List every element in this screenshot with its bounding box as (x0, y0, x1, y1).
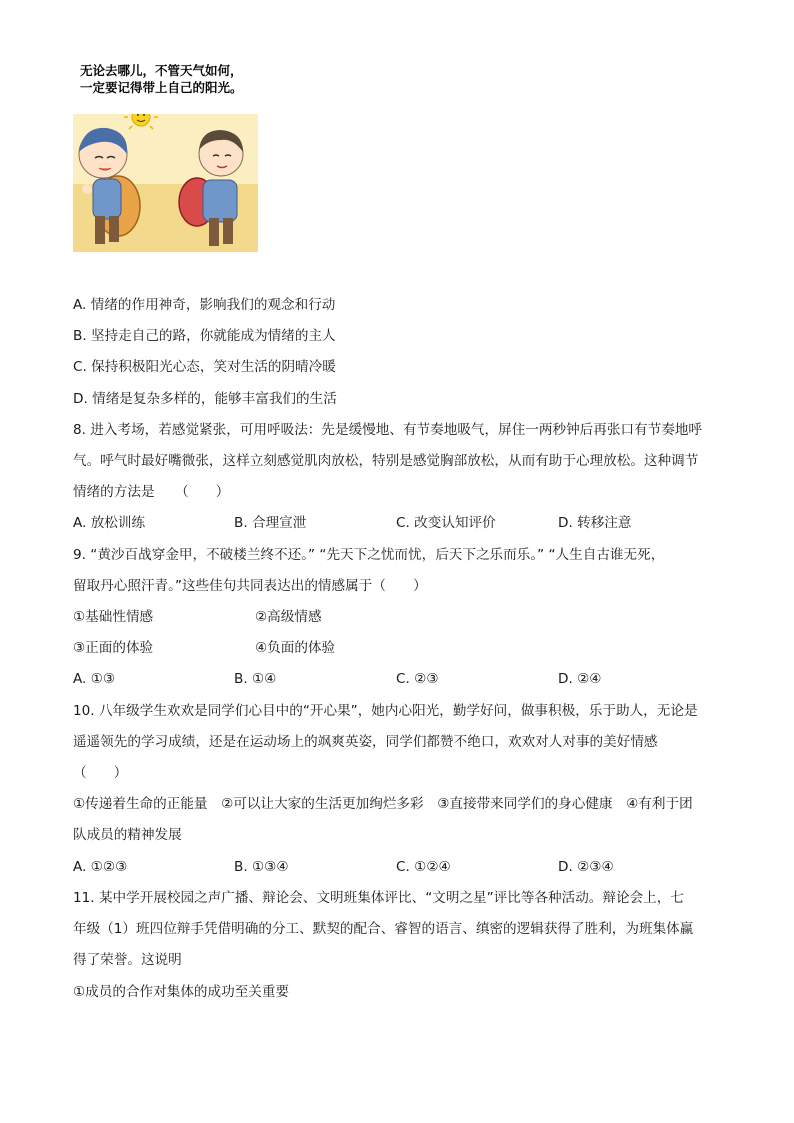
q10-stem-line-3: （ ） (73, 765, 128, 781)
cartoon-illustration (70, 62, 270, 252)
q8-option-a: A. 放松训练 (73, 515, 146, 531)
cartoon-scene (73, 114, 258, 252)
q9-item-2: ②高级情感 (255, 609, 322, 625)
q9-item-1: ①基础性情感 (73, 609, 154, 625)
q9-item-3: ③正面的体验 (73, 640, 154, 656)
q7-option-a: A. 情绪的作用神奇，影响我们的观念和行动 (73, 297, 336, 313)
q9-option-d: D. ②④ (558, 671, 602, 687)
q8-stem-line-1: 8. 进入考场，若感觉紧张，可用呼吸法：先是缓慢地、有节奏地吸气，屏住一两秒钟后再张口有节奏地呼 (73, 422, 703, 438)
q8-option-d: D. 转移注意 (558, 515, 632, 531)
caption-line-2: 一定要记得带上自己的阳光。 (80, 80, 243, 95)
q10-items-line-1: ①传递着生命的正能量 ②可以让大家的生活更加绚烂多彩 ③直接带来同学们的身心健康 ④有利于团 (73, 796, 693, 812)
q11-item-1: ①成员的合作对集体的成功至关重要 (73, 984, 290, 1000)
caption-line-1: 无论去哪儿，不管天气如何， (80, 63, 243, 78)
q11-stem-line-3: 得了荣誉。这说明 (73, 952, 182, 968)
q9-stem-line-2: 留取丹心照汗青。”这些佳句共同表达出的情感属于（ ） (73, 578, 427, 594)
q9-option-b: B. ①④ (234, 671, 277, 687)
q10-option-c: C. ①②④ (396, 859, 451, 875)
q7-option-c: C. 保持积极阳光心态，笑对生活的阴晴冷暖 (73, 359, 336, 375)
q7-option-d: D. 情绪是复杂多样的，能够丰富我们的生活 (73, 391, 337, 407)
q10-option-b: B. ①③④ (234, 859, 289, 875)
q8-stem-line-3: 情绪的方法是 （ ） (73, 484, 230, 500)
q10-stem-line-2: 遥遥领先的学习成绩，还是在运动场上的飒爽英姿，同学们都赞不绝口，欢欢对人对事的美好情感 (73, 734, 658, 750)
q9-item-4: ④负面的体验 (255, 640, 336, 656)
q10-option-a: A. ①②③ (73, 859, 128, 875)
q11-stem-line-1: 11. 某中学开展校园之声广播、辩论会、文明班集体评比、“文明之星”评比等各种活动。辩论会上，七 (73, 890, 684, 906)
q10-items-line-2: 队成员的精神发展 (73, 827, 182, 843)
q8-stem-line-2: 气。呼气时最好嘴微张，这样立刻感觉肌肉放松，特别是感觉胸部放松，从而有助于心理放松。这种调节 (73, 453, 699, 469)
q9-option-c: C. ②③ (396, 671, 439, 687)
q8-option-b: B. 合理宣泄 (234, 515, 307, 531)
q10-stem-line-1: 10. 八年级学生欢欢是同学们心目中的“开心果”，她内心阳光，勤学好问，做事积极，乐于助人，无论是 (73, 703, 698, 719)
q7-option-b: B. 坚持走自己的路，你就能成为情绪的主人 (73, 328, 336, 344)
q8-option-c: C. 改变认知评价 (396, 515, 496, 531)
illustration-caption (80, 62, 243, 96)
q9-stem-line-1: 9. “黄沙百战穿金甲，不破楼兰终不还。” “先天下之忧而忧，后天下之乐而乐。” “人生自古谁无死， (73, 547, 665, 563)
q11-stem-line-2: 年级（1）班四位辩手凭借明确的分工、默契的配合、睿智的语言、缜密的逻辑获得了胜利，为班集体赢 (73, 921, 694, 937)
q10-option-d: D. ②③④ (558, 859, 614, 875)
q9-option-a: A. ①③ (73, 671, 116, 687)
